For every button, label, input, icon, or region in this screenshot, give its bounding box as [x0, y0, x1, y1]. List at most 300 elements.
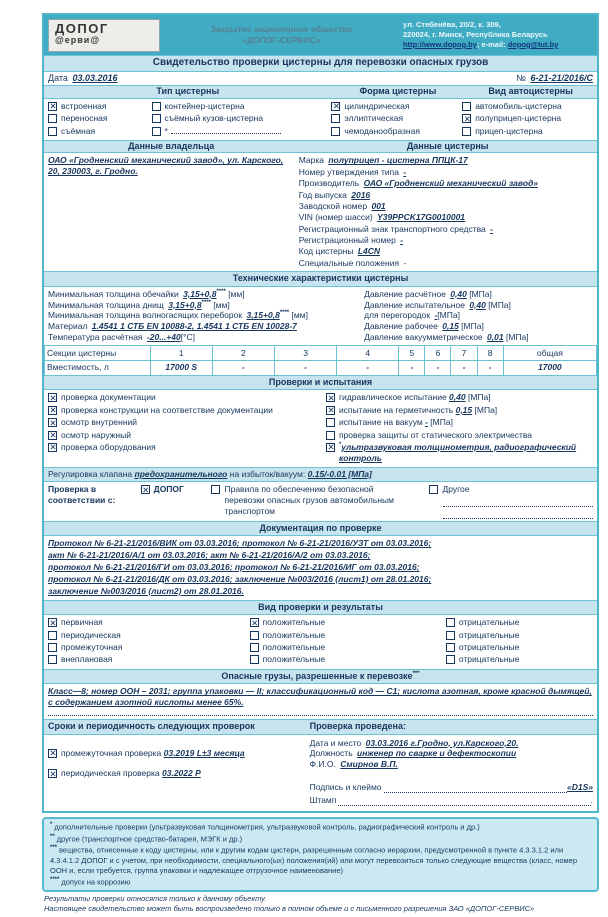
table-cell: - — [212, 360, 274, 375]
tech-line — [364, 321, 593, 332]
organization-name — [160, 24, 403, 46]
checkbox[interactable] — [326, 406, 335, 415]
documentation-lines — [44, 535, 597, 599]
field-label: Ф.И.О. — [309, 759, 336, 770]
tech-line — [364, 310, 593, 321]
checkbox[interactable] — [48, 114, 57, 123]
checkbox-item — [152, 101, 332, 112]
checkbox[interactable] — [48, 102, 57, 111]
fill-in-line[interactable] — [443, 499, 593, 507]
checkbox[interactable] — [250, 618, 259, 627]
checkbox[interactable] — [250, 631, 259, 640]
owner-heading: Данные владельца — [128, 140, 215, 151]
tank-field — [299, 190, 593, 201]
valve-pressure-value: 0.15/-0.01 [МПа] — [307, 469, 372, 480]
checkbox-label: Правила по обеспечению безопасной перевозки опасных грузов автомобильным транспортом — [224, 484, 394, 516]
tank-field — [299, 155, 593, 166]
results-row — [48, 654, 593, 666]
tech-value: 0,40 — [450, 288, 467, 299]
checkbox[interactable] — [331, 114, 340, 123]
table-cell: - — [425, 360, 451, 375]
tech-line — [364, 289, 593, 300]
checkbox[interactable] — [48, 127, 57, 136]
tech-value: 3,15+0,8 — [168, 299, 202, 310]
documentation-line: акт № 6-21-21/2016/А/1 от 03.03.2016; акт № 6-21-21/2016/А/2 от 03.03.2016; — [48, 550, 371, 561]
tech-line — [48, 289, 364, 300]
checkbox[interactable] — [211, 485, 220, 494]
checkbox-label: автомобиль-цистерна — [475, 100, 562, 111]
tech-value: 0,01 — [487, 332, 504, 343]
next-checks-left — [48, 738, 310, 806]
results-heading: Вид проверки и результаты — [44, 600, 597, 615]
tech-unit: [мм] — [291, 310, 308, 321]
checkbox-item — [331, 101, 462, 112]
tank-field — [299, 201, 593, 212]
tech-unit: [МПа] — [461, 321, 484, 332]
field-value: 2016 — [351, 189, 371, 200]
checkbox-item — [152, 113, 332, 124]
checkbox-label: осмотр внутренний — [61, 417, 138, 428]
goods-heading — [44, 669, 597, 684]
table-cell: Вместимость, л — [45, 360, 151, 375]
conformity-option — [211, 484, 429, 519]
checkbox-label: проверка документации — [61, 392, 156, 403]
checkbox[interactable] — [48, 749, 57, 758]
checkbox-item — [48, 430, 320, 441]
vehicle-kind-heading: Вид автоцистерны — [488, 86, 573, 97]
table-cell: - — [477, 360, 503, 375]
documentation-line: заключение №003/2016 (лист2) от 28.01.2016. — [48, 585, 244, 596]
date-label: Дата — [48, 72, 68, 83]
valve-label: Регулировка клапана — [48, 469, 133, 480]
tech-sup: **** — [201, 299, 211, 306]
legal-notes — [42, 892, 599, 917]
checkbox[interactable] — [48, 655, 57, 664]
email-link[interactable]: dopog@tut.by — [507, 39, 559, 49]
table-cell: 5 — [399, 346, 425, 361]
tech-unit: [°C] — [180, 332, 195, 343]
checkbox[interactable] — [250, 643, 259, 652]
address-line1: ул. Стебенёва, 20/2, к. 309, — [403, 20, 501, 30]
checkbox[interactable] — [462, 127, 471, 136]
tank-shape-heading: Форма цистерны — [359, 86, 437, 97]
type-col-4 — [462, 101, 593, 138]
tank-field — [299, 258, 593, 269]
tank-field — [299, 246, 593, 257]
footnote-marker: * — [50, 821, 53, 828]
results-row — [48, 630, 593, 642]
field-value: Y39PPCK17G0010001 — [377, 212, 466, 223]
checkbox[interactable] — [326, 443, 335, 452]
field-label: Номер утверждения типа — [298, 166, 399, 177]
tech-label: Давление расчётное — [364, 288, 446, 299]
checkbox-label: съёмная — [61, 125, 96, 136]
date-value: 03.03.2016 — [72, 72, 118, 83]
tank-type-heading: Тип цистерны — [156, 86, 220, 97]
next-check-line — [61, 748, 245, 759]
checkbox[interactable] — [326, 393, 335, 402]
checkbox-item — [48, 748, 310, 759]
checkbox-item — [326, 392, 593, 403]
field-label: Производитель — [298, 178, 360, 189]
tech-line — [48, 300, 364, 311]
org-line2: «ДОПОГ-СЕРВИС» — [242, 35, 321, 45]
table-cell: 2 — [212, 346, 274, 361]
results-row — [48, 617, 593, 629]
stamp-line — [310, 795, 593, 806]
checkbox[interactable] — [141, 485, 150, 494]
checkbox[interactable] — [446, 643, 455, 652]
company-logo — [48, 19, 160, 52]
checkbox-item — [326, 430, 593, 441]
results-row — [48, 642, 593, 654]
checkbox-item — [48, 768, 310, 779]
checkbox-label: * — [164, 125, 168, 136]
meta-row — [44, 71, 597, 86]
tank-field — [299, 235, 593, 246]
checkbox-item — [48, 101, 152, 112]
checkbox-label: положительные — [262, 629, 326, 640]
tech-label: для перегородок — [364, 310, 431, 321]
checkbox-item — [326, 442, 593, 464]
test-value: 0,15 — [455, 404, 473, 415]
documentation-line: протокол № 6-21-21/2016/ГИ от 03.03.2016; протокол № 6-21-21/2016/ИГ от 03.03.2016; — [48, 562, 420, 573]
performed-right — [310, 738, 593, 806]
checkbox[interactable] — [48, 393, 57, 402]
checkbox-label: отрицательные — [458, 617, 520, 628]
table-cell: 17000 — [503, 360, 596, 375]
table-cell: Секции цистерны — [45, 346, 151, 361]
tech-value: 1.4541 1 СТБ EN 10088-2, 1.4541 1 СТБ EN 10028-7 — [91, 321, 297, 332]
field-label: Заводской номер — [298, 200, 368, 211]
fill-in-line[interactable] — [338, 798, 590, 806]
checkbox-item — [48, 405, 320, 416]
legal-line: Результаты проверки относятся только к данному объекту. — [44, 893, 267, 903]
performed-field — [310, 738, 593, 749]
field-value: - — [400, 235, 404, 246]
field-label: Подпись и клеймо — [309, 782, 382, 793]
footnote-text: допуск на коррозию — [61, 877, 131, 887]
checkbox[interactable] — [326, 418, 335, 427]
fill-in-line[interactable] — [443, 511, 593, 519]
checkbox[interactable] — [429, 485, 438, 494]
conformity-option — [141, 484, 212, 519]
tech-left — [48, 289, 364, 343]
performed-field — [310, 748, 593, 759]
checkbox-label: периодическая — [61, 629, 121, 640]
performed-field — [310, 759, 593, 770]
checkbox-item — [48, 392, 320, 403]
org-line1: Закрытое акционерное общество — [210, 24, 353, 35]
goods-heading-text: Опасные грузы, разрешенные к перевозке — [221, 670, 413, 681]
results-section — [44, 614, 597, 669]
footnote-marker: *** — [412, 670, 420, 677]
footnote-marker: * — [338, 442, 342, 449]
tech-line — [364, 300, 593, 311]
checkbox-label: полуприцеп-цистерна — [475, 113, 562, 124]
checkbox[interactable] — [462, 102, 471, 111]
checkbox[interactable] — [48, 769, 57, 778]
checkbox-label: положительные — [262, 617, 326, 628]
stamp-line-end: . — [590, 795, 593, 806]
footnote — [50, 844, 591, 876]
footnote-text: другое (транспортное средство-батарея, МЭГК и др.) — [56, 834, 243, 844]
field-label: Дата и место — [309, 737, 362, 748]
checkbox[interactable] — [331, 102, 340, 111]
tech-line — [48, 310, 364, 321]
test-line — [339, 392, 491, 403]
checkbox[interactable] — [446, 655, 455, 664]
document-title: Свидетельство проверки цистерны для перевозки опасных грузов — [44, 55, 597, 71]
tech-line — [48, 332, 364, 343]
field-value: 001 — [371, 200, 386, 211]
logo-text-top: ДОПОГ — [55, 20, 109, 36]
checkbox-label: ДОПОГ — [153, 484, 184, 494]
field-value: полуприцеп - цистерна ППЦК-17 — [328, 155, 468, 166]
checkbox-item — [462, 113, 593, 124]
fill-in-line[interactable] — [171, 126, 281, 134]
field-value: 03.03.2016 г.Гродно, ул.Карского,20. — [365, 737, 519, 748]
checkbox[interactable] — [446, 631, 455, 640]
owner-tank-headings — [44, 140, 597, 153]
checkbox-label: проверка защиты от статического электричества — [338, 429, 533, 440]
tank-data — [299, 155, 593, 269]
checkbox[interactable] — [152, 127, 161, 136]
tech-unit: [МПа] — [469, 288, 492, 299]
header-band — [44, 15, 597, 55]
checkbox[interactable] — [152, 114, 161, 123]
tank-heading: Данные цистерны — [406, 140, 489, 151]
checkbox[interactable] — [331, 127, 340, 136]
checkbox[interactable] — [326, 431, 335, 440]
footnote-text: дополнительные проверки (ультразвуковая толщинометрия, ультразвуковой контроль, радиографический контроль и др.) — [54, 822, 480, 832]
table-row-capacity — [45, 360, 597, 375]
checkbox-label: внеплановая — [61, 654, 113, 665]
tech-unit: [МПа] — [488, 299, 511, 310]
next-checks-heading: Сроки и периодичность следующих проверок — [48, 721, 255, 732]
tech-value: -20...+40 — [146, 332, 181, 343]
checkbox[interactable] — [48, 443, 57, 452]
checkbox-label: переносная — [61, 113, 108, 124]
website-link[interactable]: http://www.dopog.by — [403, 39, 477, 49]
table-cell: 1 — [150, 346, 212, 361]
checkbox[interactable] — [446, 618, 455, 627]
owner-text: ОАО «Гродненский механический завод», ул. Карского, 20, 230003, г. Гродно. — [48, 155, 284, 177]
certificate-form — [42, 13, 599, 813]
table-cell: 6 — [425, 346, 451, 361]
field-label: Должность — [309, 748, 353, 759]
table-cell: 17000 S — [150, 360, 212, 375]
checkbox-label: проверка оборудования — [61, 441, 156, 452]
checkbox-label: отрицательные — [458, 642, 520, 653]
owner-tank-data — [44, 152, 597, 271]
test-unit: [МПа] — [467, 392, 491, 403]
checkbox[interactable] — [48, 618, 57, 627]
tech-label: Давление испытательное — [364, 299, 465, 310]
field-value: - — [403, 166, 407, 177]
tech-value: 0,40 — [469, 299, 486, 310]
checkbox-label: отрицательные — [458, 654, 520, 665]
number-value: 6-21-21/2016/С — [530, 72, 593, 83]
footnotes-box — [42, 817, 599, 892]
checkbox-item — [462, 126, 593, 137]
footnote-marker: ** — [50, 833, 55, 840]
type-col-1 — [48, 101, 152, 138]
checkbox-label: съёмный кузов-цистерна — [164, 113, 264, 124]
field-label: Марка — [298, 155, 324, 166]
field-value: - — [490, 223, 493, 234]
table-cell: - — [451, 360, 477, 375]
tech-section-heading: Технические характеристики цистерны — [44, 271, 597, 286]
checkbox-label: встроенная — [61, 100, 107, 111]
number-field — [516, 73, 593, 85]
test-value: - — [425, 417, 428, 428]
checkbox-label: положительные — [262, 642, 326, 653]
checkbox-item — [48, 442, 320, 453]
tech-section — [44, 286, 597, 345]
checkbox-item — [331, 113, 462, 124]
checks-section-heading: Проверки и испытания — [44, 376, 597, 390]
tech-line — [364, 332, 593, 343]
date-field — [48, 73, 118, 85]
checkbox-label: чемоданообразная — [344, 125, 420, 136]
checkbox[interactable] — [48, 643, 57, 652]
type-col-3 — [331, 101, 462, 138]
tech-line — [48, 321, 364, 332]
valve-row — [44, 467, 597, 481]
checks-right — [326, 392, 593, 465]
checkbox[interactable] — [48, 631, 57, 640]
tech-value: - — [434, 310, 438, 321]
logo-text-bottom: @ерви@ — [55, 34, 101, 45]
goods-section — [44, 683, 597, 719]
type-section-headers — [44, 85, 597, 98]
table-cell: - — [274, 360, 336, 375]
type-checkbox-grid — [44, 98, 597, 140]
next-checks-headings — [44, 719, 597, 734]
footnote-marker: **** — [50, 877, 60, 884]
field-value: ОАО «Гродненский механический завод» — [363, 178, 539, 189]
footnote — [50, 876, 591, 888]
checkbox[interactable] — [250, 655, 259, 664]
checkbox-label: осмотр наружный — [61, 429, 131, 440]
field-value: L4CN — [357, 246, 381, 257]
tech-value: 3,15+0,8 — [246, 310, 280, 321]
table-row-sections — [45, 346, 597, 361]
documentation-line: Протокол № 6-21-21/2016/ВИК от 03.03.2016; протокол № 6-21-21/2016/УЗТ от 03.03.2016; — [48, 538, 432, 549]
fill-in-line[interactable] — [48, 710, 593, 716]
checkbox-item — [48, 113, 152, 124]
tech-label: Давление рабочее — [364, 321, 438, 332]
checkbox[interactable] — [48, 418, 57, 427]
table-cell: 8 — [477, 346, 503, 361]
table-cell: 4 — [337, 346, 399, 361]
conformity-label: Проверка в соответствии с: — [48, 484, 116, 505]
checkbox-label: цилиндрическая — [344, 100, 410, 111]
table-cell: - — [399, 360, 425, 375]
checkbox-item — [331, 126, 462, 137]
checkbox-label: прицеп-цистерна — [475, 125, 543, 136]
footnote-text: вещества, отнесенные к коду цистерны, или к другим кодам цистерн, разрешенным согласно иерархии, предусмотренной в пункте 4.3.3.1.2 или 4.3.4.1.2 ДОПОГ и с учетом, при необходимости, специального(ых) положения(ий) или могут перевозиться только следующие вещества (класс, номер ООН и, если требуется, группа упаковки и надлежащее отгрузочное наименование) — [50, 845, 577, 875]
tech-unit: [мм] — [228, 288, 245, 299]
tech-label: Материал — [48, 321, 88, 332]
field-label: Регистрационный номер — [298, 235, 396, 246]
test-line — [339, 405, 497, 416]
test-line — [339, 417, 453, 428]
checkbox-item — [48, 417, 320, 428]
tech-unit: [МПа] — [505, 332, 529, 343]
fill-in-line[interactable] — [384, 785, 567, 793]
test-value: 0,40 — [449, 392, 466, 403]
next-check-value: 03.2019 L±3 месяца — [163, 747, 245, 758]
checkbox[interactable] — [152, 102, 161, 111]
checkbox[interactable] — [48, 406, 57, 415]
stamp-code-value: «D1S» — [566, 782, 593, 793]
tech-label: Температура расчётная — [48, 332, 143, 343]
checkbox-item — [462, 101, 593, 112]
tank-field — [299, 178, 593, 189]
field-label: Год выпуска — [298, 189, 347, 200]
field-value: инженер по сварке и дефектоскопии — [357, 748, 517, 759]
checkbox-item — [326, 405, 593, 416]
capacity-table — [44, 345, 597, 376]
tech-value: 3,15+0,8 — [183, 288, 217, 299]
tech-label: Минимальная толщина обечайки — [48, 288, 179, 299]
field-label: VIN (номер шасси) — [298, 212, 373, 223]
checkbox-label: Другое — [442, 484, 470, 494]
footnote — [50, 821, 591, 833]
next-checks-body — [44, 734, 597, 811]
tech-sup: **** — [216, 288, 226, 295]
tech-label: Давление вакуумметрическое — [364, 332, 483, 343]
checkbox-label: гидравлическое испытание — [338, 392, 447, 403]
tech-value: 0,15 — [442, 321, 459, 332]
tech-label: Минимальная толщина днищ — [48, 299, 164, 310]
checkbox-item-other — [152, 126, 332, 137]
number-label: № — [516, 72, 526, 83]
goods-text: Класс—8; номер ООН – 2031; группа упаковки — II; классификационный код — С1; кислота азотная, кроме красной дымящей, с содержанием азотной кислоты менее 65%. — [48, 686, 592, 708]
documentation-line: протокол № 6-21-21/2016/ДК от 03.03.2016; заключение №003/2016 (лист1) от 28.01.2016; — [48, 574, 432, 585]
conformity-row — [44, 481, 597, 521]
valve-type-value: предохранительного — [134, 469, 228, 480]
checkbox-label: первичная — [61, 617, 103, 628]
checkbox[interactable] — [48, 431, 57, 440]
test-line — [339, 442, 593, 464]
checkbox-label: испытание на вакуум — [338, 417, 423, 428]
next-check-value: 03.2022 P — [162, 768, 201, 779]
table-cell: 3 — [274, 346, 336, 361]
field-label: Штамп — [309, 795, 337, 806]
owner-data — [48, 155, 299, 269]
contacts-line — [403, 40, 593, 50]
checkbox-item — [326, 417, 593, 428]
address-block — [403, 20, 593, 49]
type-col-2 — [152, 101, 332, 138]
tank-field — [299, 224, 593, 235]
checkbox[interactable] — [462, 114, 471, 123]
field-label: Регистрационный знак транспортного средства — [298, 223, 486, 234]
valve-label-2: на избыток/вакуум: — [229, 469, 306, 480]
table-cell: 7 — [451, 346, 477, 361]
checks-left — [48, 392, 326, 465]
next-check-line — [61, 768, 201, 779]
checkbox-label: отрицательные — [458, 629, 520, 640]
footnote-marker: *** — [50, 845, 58, 852]
test-value: ультразвуковая толщинометрия, радиографический контроль — [338, 441, 577, 463]
field-label: Код цистерны — [298, 246, 354, 257]
test-unit: [МПа] — [474, 404, 498, 415]
tank-field — [299, 167, 593, 178]
